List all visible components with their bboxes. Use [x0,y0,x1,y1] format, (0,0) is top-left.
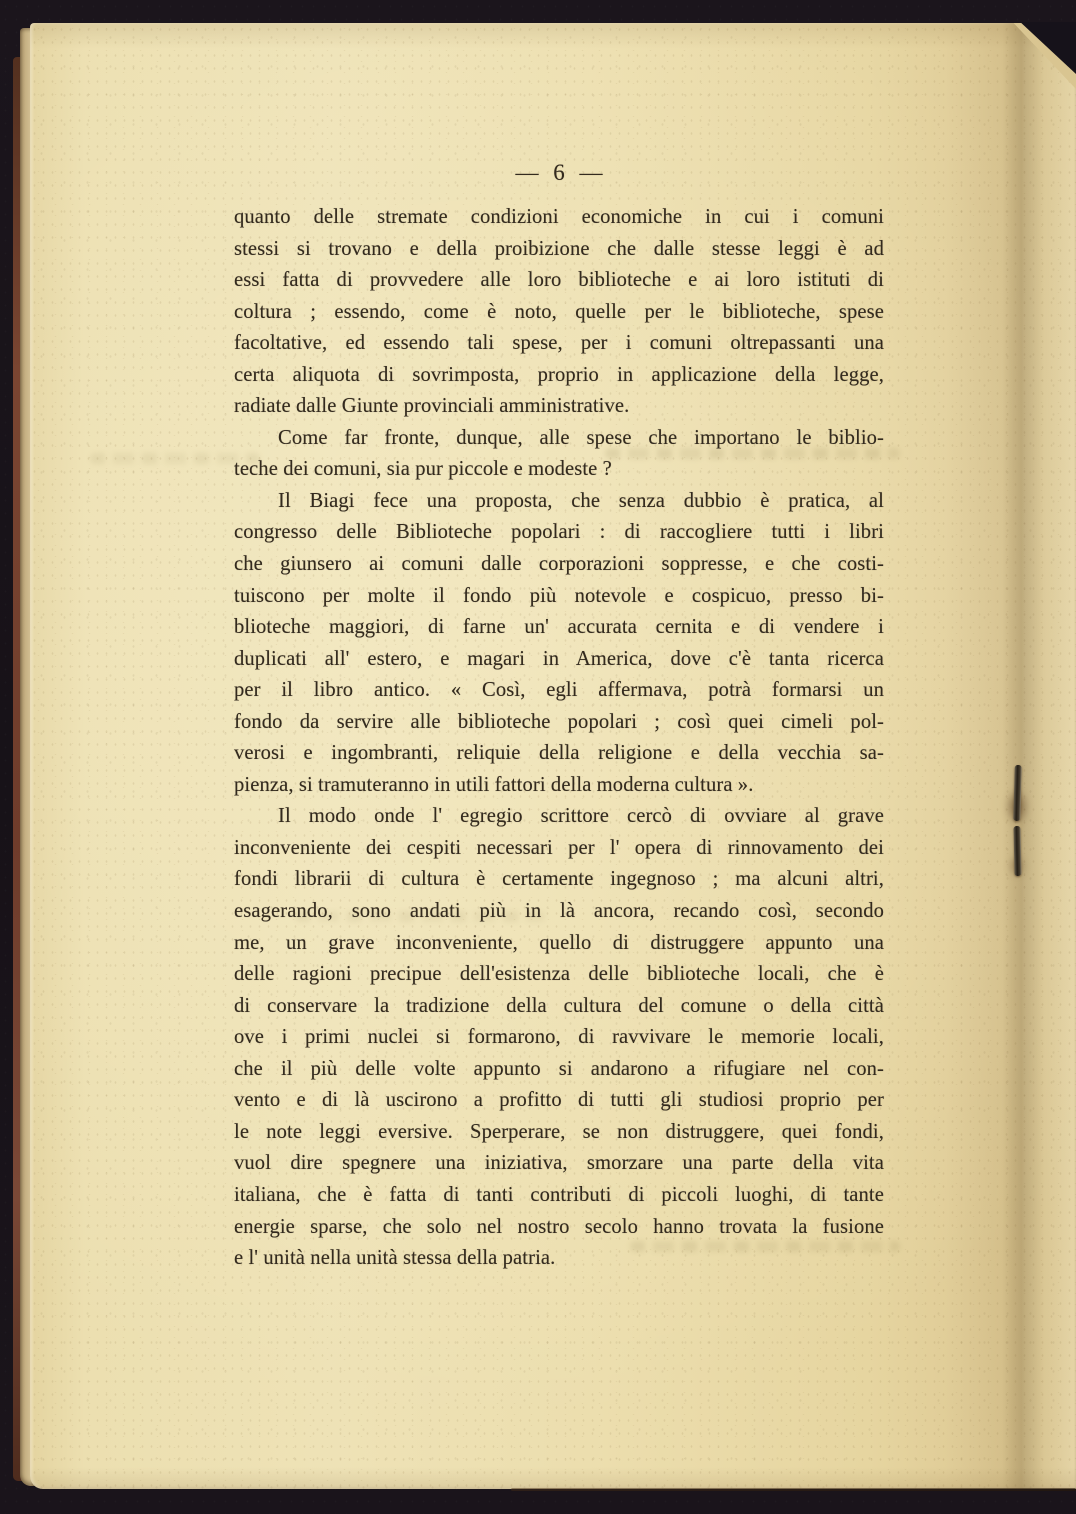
staple [1007,763,1027,881]
book-page [30,23,1076,1489]
text-line: stessi si trovano e della proibizione che dalle stesse leggi è ad [234,237,884,260]
paragraph [234,202,884,423]
text-line: ove i primi nuclei si formarono, di ravvivare le memorie locali, [234,1026,884,1049]
page-number: — 6 — [515,160,603,185]
text-line: radiate dalle Giunte provinciali amministrative. [234,395,630,418]
text-line: inconveniente dei cespiti necessari per l' opera di rinnovamento dei [234,836,884,859]
text-line: Il Biagi fece una proposta, che senza dubbio è pratica, al [278,489,884,512]
text-line: di conservare la tradizione della cultura del comune o della città [234,994,884,1017]
page-bottom-edge [511,1488,1076,1491]
text-line: quanto delle stremate condizioni economiche in cui i comuni [234,206,884,228]
paragraph [234,486,884,801]
text-line: delle ragioni precipue dell'esistenza delle biblioteche locali, che è [234,963,884,986]
text-line: teche dei comuni, sia pur piccole e modeste ? [234,458,612,481]
text-line: vuol dire spegnere una iniziativa, smorzare una parte della vita [234,1152,884,1175]
text-line: coltura ; essendo, come è noto, quelle per le biblioteche, spese [234,300,884,323]
text-line: esagerando, sono andati più in là ancora, recando così, secondo [234,900,884,923]
text-line: congresso delle Biblioteche popolari : di raccogliere tutti i libri [234,521,884,544]
text-line: Come far fronte, dunque, alle spese che importano le biblio- [278,426,884,449]
text-line: tuiscono per molte il fondo più notevole e cospicuo, presso bi- [234,584,884,607]
text-line: italiana, che è fatta di tanti contributi di piccoli luoghi, di tante [234,1183,884,1206]
text-line: che il più delle volte appunto si andarono a rifugiare nel con- [234,1057,884,1080]
text-line: e l' unità nella unità stessa della patria. [234,1247,556,1270]
staple-leg-bottom [1013,826,1021,876]
text-line: Il modo onde l' egregio scrittore cercò di ovviare al grave [278,805,884,828]
text-line: per il libro antico. « Così, egli affermava, potrà formarsi un [234,679,884,702]
text-line: me, un grave inconveniente, quello di distruggere appunto una [234,931,884,954]
text-line: verosi e ingombranti, reliquie della religione e della vecchia sa- [234,742,884,765]
gutter-crease [1002,23,1044,1489]
text-line: essi fatta di provvedere alle loro biblioteche e ai loro istituti di [234,269,884,292]
text-line: fondo da servire alle biblioteche popolari ; così quei cimeli pol- [234,710,884,733]
text-line: duplicati all' estero, e magari in America, dove c'è tanta ricerca [234,647,884,670]
text-line: certa aliquota di sovrimposta, proprio in applicazione della legge, [234,363,884,386]
text-line: blioteche maggiori, di farne un' accurata cernita e di vendere i [234,616,884,639]
paragraph [234,801,884,1274]
text-line: fondi librarii di cultura è certamente ingegnoso ; ma alcuni altri, [234,868,884,891]
text-line: che giunsero ai comuni dalle corporazioni soppresse, e che costi- [234,553,884,576]
text-line: pienza, si tramuteranno in utili fattori della moderna cultura ». [234,773,754,796]
paragraph [234,423,884,486]
text-block [234,202,884,1275]
text-line: vento e di là uscirono a profitto di tutti gli studiosi proprio per [234,1089,884,1112]
text-line: le note leggi eversive. Sperperare, se non distruggere, quei fondi, [234,1120,884,1143]
text-line: energie sparse, che solo nel nostro secolo hanno trovata la fusione [234,1215,884,1238]
text-line: facoltative, ed essendo tali spese, per i comuni oltrepassanti una [234,332,884,355]
